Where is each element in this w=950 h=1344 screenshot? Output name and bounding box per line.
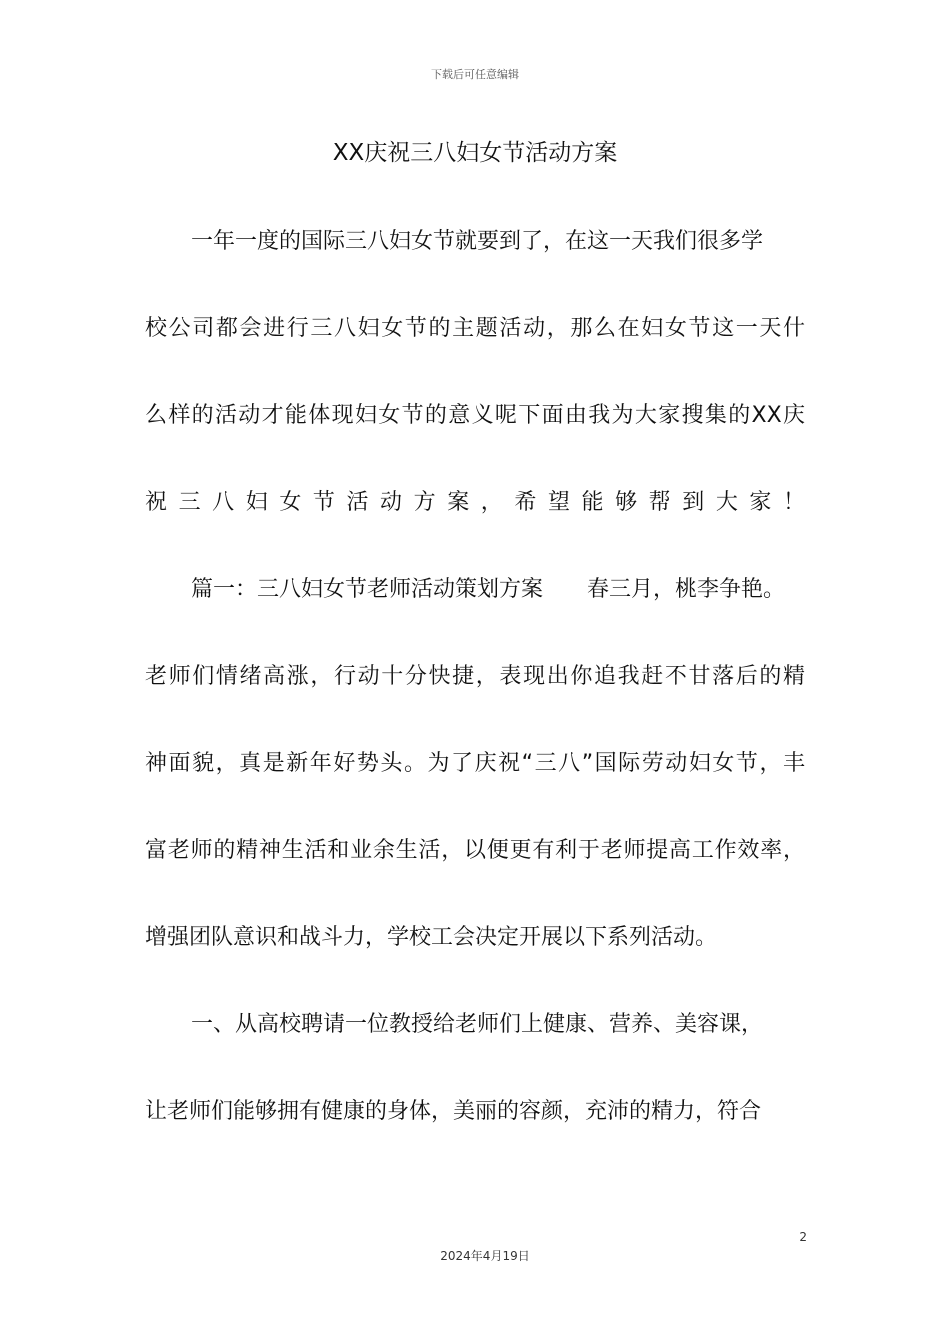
paragraph-line: 一年一度的国际三八妇女节就要到了，在这一天我们很多学 bbox=[191, 229, 764, 254]
page-number: 2 bbox=[799, 1230, 807, 1244]
document-title: XX庆祝三八妇女节活动方案 bbox=[332, 140, 618, 166]
paragraph-line: 祝三八妇女节活动方案，希望能够帮到大家！ bbox=[145, 490, 805, 515]
paragraph-line: 一、从高校聘请一位教授给老师们上健康、营养、美容课， bbox=[191, 1012, 764, 1037]
paragraph-line: 增强团队意识和战斗力，学校工会决定开展以下系列活动。 bbox=[145, 925, 718, 950]
document-body bbox=[145, 217, 805, 1174]
header-note: 下载后可任意编辑 bbox=[431, 68, 519, 81]
paragraph-line: 神面貌，真是新年好势头。为了庆祝“三八”国际劳动妇女节，丰 bbox=[145, 751, 805, 776]
paragraph-line: 么样的活动才能体现妇女节的意义呢下面由我为大家搜集的XX庆 bbox=[145, 403, 805, 428]
paragraph-line: 篇一：三八妇女节老师活动策划方案 春三月，桃李争艳。 bbox=[191, 577, 786, 602]
paragraph-line: 富老师的精神生活和业余生活，以便更有利于老师提高工作效率， bbox=[145, 838, 805, 863]
paragraph-line: 校公司都会进行三八妇女节的主题活动，那么在妇女节这一天什 bbox=[145, 316, 805, 341]
paragraph-line: 让老师们能够拥有健康的身体，美丽的容颜，充沛的精力，符合 bbox=[145, 1099, 762, 1124]
paragraph-line: 老师们情绪高涨，行动十分快捷，表现出你追我赶不甘落后的精 bbox=[145, 664, 805, 689]
footer-date: 2024年4月19日 bbox=[440, 1249, 530, 1263]
